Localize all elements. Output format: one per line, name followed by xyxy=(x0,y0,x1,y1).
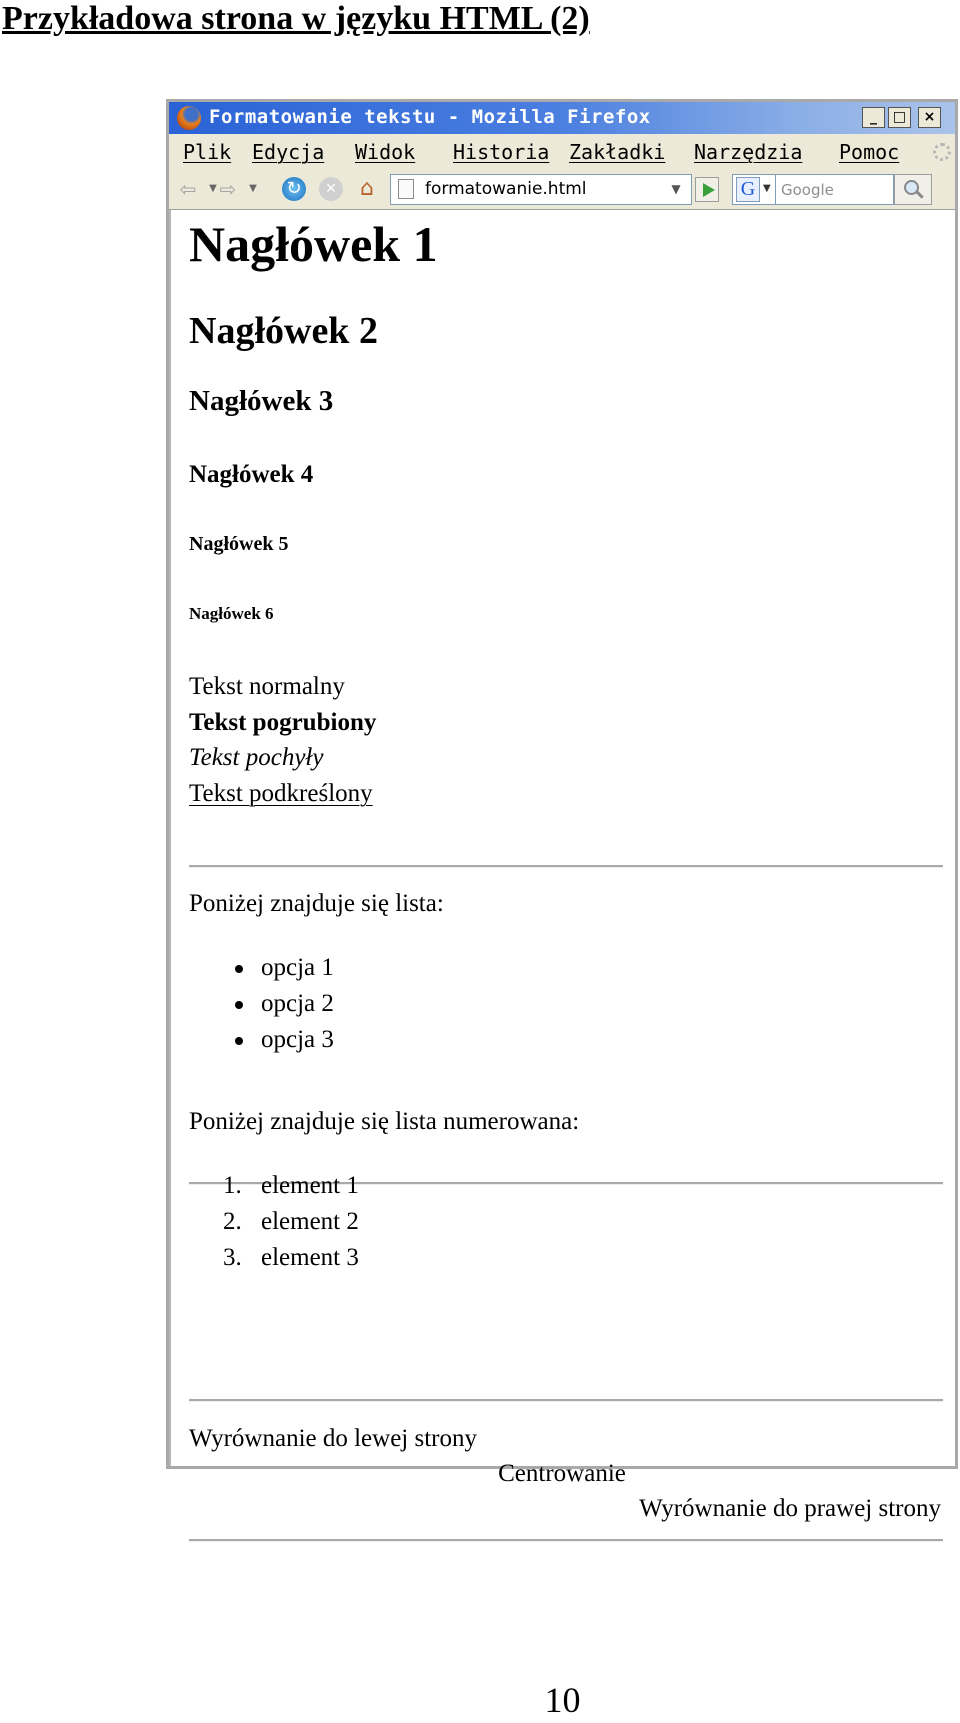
firefox-logo-icon xyxy=(177,106,201,130)
list-item-text: element 1 xyxy=(261,1172,359,1199)
menu-item-pomoc[interactable]: Pomoc xyxy=(839,140,900,164)
title-bar[interactable] xyxy=(169,102,955,134)
search-placeholder: Google xyxy=(781,181,834,199)
page-content xyxy=(169,210,955,1522)
forward-icon[interactable]: ⇨ xyxy=(219,177,237,201)
heading-2: Nagłówek 2 xyxy=(189,310,378,352)
stop-icon[interactable]: ✕ xyxy=(319,177,343,201)
back-dropdown-icon[interactable]: ▼ xyxy=(209,183,217,194)
back-icon[interactable]: ⇦ xyxy=(179,177,197,201)
forward-dropdown-icon[interactable]: ▼ xyxy=(249,183,257,194)
search-button[interactable] xyxy=(894,174,932,205)
text-normal: Tekst normalny xyxy=(189,673,345,700)
home-icon[interactable]: ⌂ xyxy=(360,176,374,201)
text-underlined: Tekst podkreślony xyxy=(189,780,373,807)
text-align-center: Centrowanie xyxy=(498,1460,626,1487)
bullet-list-intro: Poniżej znajduje się lista: xyxy=(189,890,444,917)
list-item xyxy=(223,1170,359,1206)
menu-item-plik[interactable]: Plik xyxy=(183,140,232,164)
numbered-list-intro: Poniżej znajduje się lista numerowana: xyxy=(189,1108,580,1135)
heading-4: Nagłówek 4 xyxy=(189,461,314,488)
google-icon: G xyxy=(736,177,760,202)
slide-title: Przykładowa strona w języku HTML (2) xyxy=(2,0,590,37)
list-item xyxy=(223,1206,359,1242)
list-item: opcja 3 xyxy=(223,1024,334,1060)
text-align-right: Wyrównanie do prawej strony xyxy=(639,1495,941,1522)
list-item: opcja 1 xyxy=(223,952,334,988)
heading-3: Nagłówek 3 xyxy=(189,385,334,417)
text-italic: Tekst pochyły xyxy=(189,744,324,771)
menu-item-widok[interactable]: Widok xyxy=(355,140,416,164)
go-button[interactable] xyxy=(695,177,719,202)
horizontal-rule xyxy=(189,1399,943,1402)
page-number: 10 xyxy=(544,1680,581,1720)
horizontal-rule xyxy=(189,1539,943,1542)
list-item-text: element 3 xyxy=(261,1244,359,1271)
list-number: 3. xyxy=(223,1244,242,1271)
horizontal-rule xyxy=(189,865,943,868)
list-number: 2. xyxy=(223,1208,242,1235)
window-title: Formatowanie tekstu - Mozilla Firefox xyxy=(209,106,651,128)
minimize-button[interactable]: _ xyxy=(862,107,885,128)
navigation-toolbar xyxy=(169,169,955,210)
text-bold: Tekst pogrubiony xyxy=(189,709,377,736)
search-input[interactable] xyxy=(776,174,894,205)
browser-window xyxy=(166,99,958,1522)
engine-dropdown-icon: ▼ xyxy=(763,183,771,194)
throbber-icon xyxy=(933,143,951,161)
menu-item-zakladki[interactable]: Zakładki xyxy=(569,140,666,164)
url-history-dropdown-icon[interactable]: ▼ xyxy=(671,182,681,196)
search-engine-selector[interactable] xyxy=(732,174,776,205)
menu-bar xyxy=(169,134,955,169)
text-align-left: Wyrównanie do lewej strony xyxy=(189,1425,478,1452)
heading-6: Nagłówek 6 xyxy=(189,604,274,623)
menu-item-narzedzia[interactable]: Narzędzia xyxy=(694,140,803,164)
address-bar[interactable] xyxy=(390,174,692,205)
heading-5: Nagłówek 5 xyxy=(189,533,289,555)
url-text[interactable]: formatowanie.html xyxy=(425,179,587,199)
list-item-text: element 2 xyxy=(261,1208,359,1235)
list-item: opcja 2 xyxy=(223,988,334,1024)
page-icon xyxy=(398,179,414,199)
list-item xyxy=(223,1242,359,1278)
numbered-list xyxy=(223,1170,359,1278)
list-number: 1. xyxy=(223,1172,242,1199)
reload-icon[interactable]: ↻ xyxy=(282,177,306,201)
menu-item-historia[interactable]: Historia xyxy=(453,140,550,164)
close-button[interactable]: × xyxy=(918,107,941,128)
bullet-list xyxy=(223,952,334,1060)
maximize-button[interactable]: □ xyxy=(888,107,911,128)
heading-1: Nagłówek 1 xyxy=(189,216,438,272)
menu-item-edycja[interactable]: Edycja xyxy=(252,140,325,164)
